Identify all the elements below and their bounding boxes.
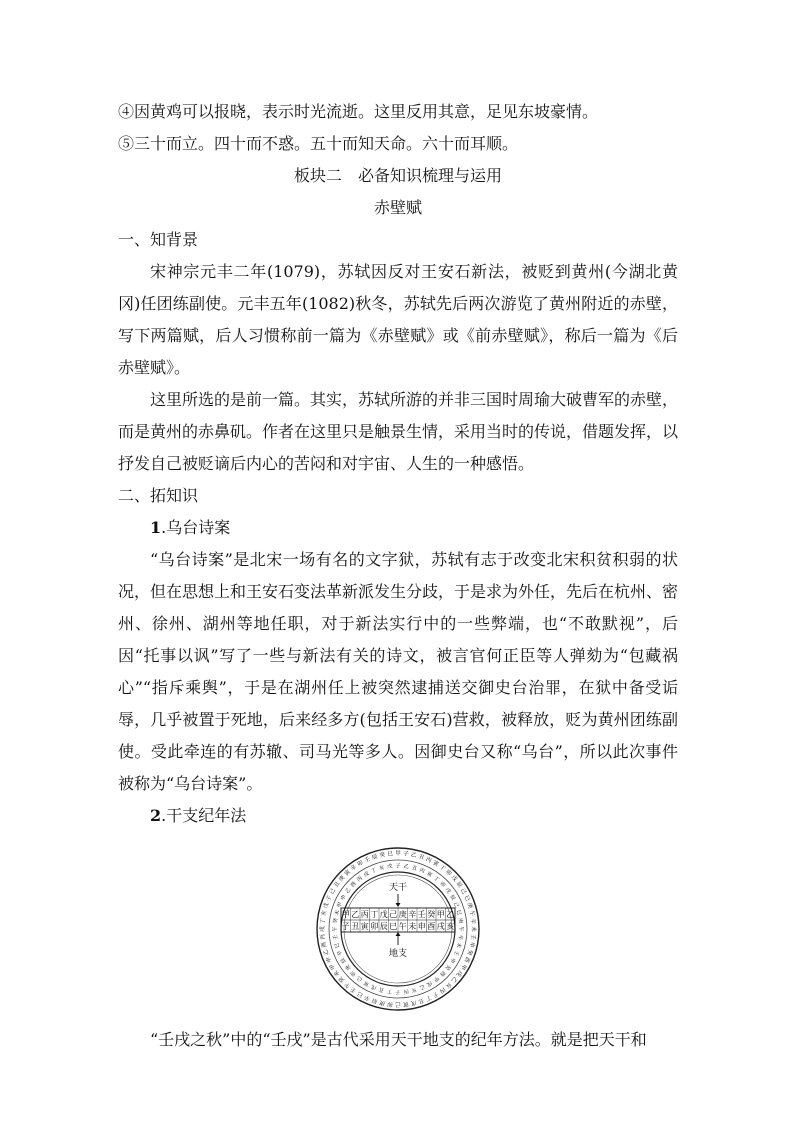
ring-glyph: 甲	[336, 901, 345, 909]
wutai-paragraph: “乌台诗案”是北宋一场有名的文字狱，苏轼有志于改变北宋积贫积弱的状况，但在思想上和王安石变法革新派发生分歧，于是求为外任，先后在杭州、密州、徐州、湖州等地任职，对于新法实行中的一些弊端，也“不敢默视”，后因“托事以讽”写了一些与新法有关的诗文，被言官何正臣等人弹劾为“包藏祸心”“指斥乘舆”，于是在湖州任上被突然逮捕送交御史台治罪，在狱中备受诟辱，几乎被置于死地，后来经多方(包括王安石)营救，被释放，贬为黄州团练副使。受此牵连的有苏辙、司马光等多人。因御史台又称“乌台”，所以此次事件被称为“乌台诗案”。	[118, 550, 679, 793]
ring-glyph: 未	[334, 909, 342, 917]
ring-glyph: 己	[458, 887, 467, 896]
ring-glyph: 未	[454, 941, 462, 949]
ring-glyph: 辛	[456, 934, 464, 941]
tiangan-cell: 庚	[398, 910, 407, 919]
ring-glyph: 申	[325, 955, 334, 964]
ring-glyph: 午	[457, 926, 464, 932]
ring-glyph: 寅	[402, 1000, 409, 1007]
tiangan-cell: 癸	[427, 910, 436, 919]
subheading-number: 2	[150, 806, 162, 825]
ring-glyph: 午	[343, 980, 352, 989]
dizhi-cell: 寅	[360, 922, 369, 931]
ring-glyph: 辰	[371, 853, 379, 862]
ring-glyph: 甲	[432, 974, 440, 983]
ganzhi-diagram	[118, 846, 678, 1012]
ring-glyph: 亥	[378, 865, 386, 873]
ring-glyph: 戊	[322, 902, 331, 910]
ring-glyph: 戊	[386, 863, 393, 871]
tiangan-cell: 丙	[360, 910, 369, 919]
ring-glyph: 己	[356, 974, 364, 983]
ring-glyph: 丑	[333, 880, 342, 889]
ring-glyph: 子	[402, 851, 409, 858]
ring-glyph: 子	[395, 863, 401, 870]
ring-glyph: 乙	[410, 852, 417, 860]
ring-glyph: 癸	[443, 963, 452, 971]
tiangan-cell: 辛	[408, 910, 417, 919]
ring-glyph: 癸	[338, 975, 347, 984]
ring-glyph: 丑	[410, 865, 418, 873]
ring-glyph: 戌	[362, 870, 371, 879]
ring-glyph: 丁	[320, 918, 327, 925]
ring-glyph: 壬	[332, 934, 340, 941]
note-4: ④因黄鸡可以报晓，表示时光流逝。这里反用其意，足见东坡豪情。	[118, 102, 599, 121]
ring-glyph: 癸	[379, 852, 386, 860]
ring-glyph: 丑	[378, 985, 386, 993]
ring-glyph: 亥	[444, 980, 453, 989]
ring-glyph: 子	[395, 988, 401, 995]
subheading-number: 1	[150, 518, 162, 537]
ring-glyph: 丁	[424, 993, 433, 1002]
final-paragraph: “壬戌之秋”中的“壬戌”是古代采用天干地支的纪年方法。就是把天干和	[150, 1030, 647, 1049]
ring-glyph: 酉	[321, 941, 329, 948]
ring-glyph: 丙	[403, 987, 410, 995]
dizhi-cell: 辰	[379, 922, 388, 931]
tiangan-cell: 乙	[446, 910, 455, 919]
ring-glyph: 申	[448, 956, 457, 965]
ring-glyph: 庚	[338, 874, 347, 883]
ring-glyph: 庚	[465, 902, 474, 910]
ring-glyph: 丙	[424, 856, 433, 865]
ring-glyph: 酉	[462, 955, 471, 964]
ring-glyph: 辰	[448, 893, 457, 902]
ring-glyph: 乙	[403, 863, 410, 871]
ring-glyph: 壬	[469, 933, 476, 940]
ring-glyph: 卯	[356, 860, 365, 869]
ring-glyph: 壬	[451, 949, 460, 957]
ring-glyph: 壬	[349, 985, 358, 994]
dizhi-cell: 子	[341, 922, 350, 931]
ring-glyph: 戊	[370, 982, 378, 991]
ring-glyph: 巳	[454, 909, 462, 917]
ring-glyph: 甲	[329, 962, 338, 971]
ring-glyph: 卯	[349, 969, 358, 978]
background-paragraph-1: 宋神宗元丰二年(1079)，苏轼因反对王安石新法，被贬到黄州(今湖北黄冈)任团练副使。元丰五年(1082)秋冬，苏轼先后两次游览了黄州附近的赤壁，写下两篇赋，后人习惯称前一篇为《赤壁赋》或《前赤壁赋》，称后一篇为《后赤壁赋》。	[118, 262, 678, 377]
tiangan-cell: 丁	[370, 910, 379, 919]
ring-glyph: 丁	[386, 987, 393, 995]
ring-glyph: 寅	[425, 870, 434, 879]
ring-glyph: 甲	[458, 962, 467, 971]
ring-glyph: 子	[325, 894, 334, 903]
ring-glyph: 酉	[349, 880, 358, 889]
section-title: 板块二 必备知识梳理与运用	[293, 166, 502, 185]
ring-glyph: 丁	[432, 875, 440, 884]
ring-glyph: 午	[467, 910, 475, 917]
tiangan-cell: 乙	[351, 910, 360, 919]
ring-glyph: 巳	[387, 851, 394, 858]
ring-glyph: 巳	[334, 941, 342, 949]
ring-glyph: 辛	[349, 864, 358, 873]
ring-glyph: 戌	[425, 979, 434, 988]
tiangan-cell: 甲	[436, 910, 445, 919]
subheading-wutai	[118, 512, 678, 544]
subheading-text: .乌台诗案	[161, 518, 231, 537]
ring-glyph: 丁	[438, 864, 447, 873]
ring-glyph: 寅	[431, 860, 440, 869]
ring-glyph: 戌	[454, 969, 463, 978]
dizhi-cell: 丑	[351, 922, 360, 931]
ring-glyph: 寅	[362, 979, 371, 988]
label-dizhi: 地支	[388, 949, 408, 959]
tiangan-cell: 戊	[379, 910, 388, 919]
subheading-ganzhi	[118, 800, 678, 832]
dizhi-cell: 亥	[446, 922, 455, 931]
ring-glyph: 辰	[371, 996, 379, 1005]
dizhi-cell: 卯	[370, 922, 379, 931]
ring-glyph: 子	[431, 989, 440, 998]
ring-glyph: 乙	[322, 948, 331, 956]
ring-glyph: 亥	[321, 910, 329, 917]
ring-glyph: 乙	[449, 975, 458, 984]
dizhi-cell: 巳	[389, 922, 398, 931]
arrow-up-icon	[396, 932, 401, 936]
ring-glyph: 寅	[343, 869, 352, 878]
article-title: 赤壁赋	[373, 198, 422, 217]
heading-background: 一、知背景	[118, 230, 199, 249]
ring-glyph: 戊	[443, 887, 452, 895]
ring-glyph: 丑	[417, 996, 425, 1005]
ring-glyph: 戊	[410, 998, 417, 1006]
dizhi-cell: 午	[398, 922, 407, 931]
ring-glyph: 己	[329, 887, 338, 896]
subheading-text: .干支纪年法	[161, 806, 247, 825]
ring-glyph: 卯	[387, 1000, 394, 1007]
ring-glyph: 己	[395, 1001, 401, 1007]
ring-glyph: 辛	[336, 949, 345, 957]
ring-glyph: 丙	[320, 933, 327, 940]
ring-glyph: 丑	[417, 853, 425, 862]
ring-glyph: 癸	[465, 948, 474, 956]
ring-glyph: 庚	[456, 917, 464, 924]
ring-glyph: 未	[470, 926, 476, 932]
tiangan-cell: 壬	[417, 910, 426, 919]
dizhi-cell: 酉	[427, 922, 436, 931]
ring-glyph: 辰	[454, 880, 463, 889]
ring-glyph: 甲	[395, 851, 401, 857]
ring-glyph: 戊	[449, 874, 458, 883]
ring-glyph: 未	[333, 969, 342, 978]
ring-glyph: 壬	[363, 856, 372, 865]
dizhi-cell: 未	[408, 922, 417, 931]
ring-glyph: 乙	[344, 887, 353, 895]
ring-glyph: 庚	[344, 963, 353, 971]
ring-glyph: 巳	[356, 989, 365, 998]
arrow-down-icon	[396, 903, 401, 907]
ring-glyph: 辛	[469, 918, 476, 925]
ring-glyph: 丙	[418, 867, 426, 876]
tiangan-cell: 甲	[341, 910, 350, 919]
ring-glyph: 巳	[462, 894, 471, 903]
dizhi-cell: 戌	[436, 922, 445, 931]
label-tiangan: 天干	[388, 883, 408, 893]
ring-glyph: 己	[451, 901, 460, 909]
tiangan-cell: 己	[389, 910, 398, 919]
ring-glyph: 丙	[356, 875, 364, 884]
ring-glyph: 酉	[438, 969, 447, 978]
ring-glyph: 午	[332, 926, 339, 932]
ring-glyph: 癸	[332, 917, 340, 924]
ring-glyph: 辰	[339, 956, 348, 965]
ring-glyph: 申	[467, 941, 475, 948]
background-paragraph-2: 这里所选的是前一篇。其实，苏轼所游的并非三国时周瑜大破曹军的赤壁，而是黄州的赤鼻矶。作者在这里只是触景生情，采用当时的传说，借题发挥，以抒发自己被贬谪后内心的苦闷和对宇宙、人生的一种感悟。	[118, 390, 679, 473]
ring-glyph: 丁	[370, 867, 378, 876]
ring-glyph: 乙	[418, 982, 426, 991]
ring-glyph: 丙	[438, 985, 447, 994]
ring-glyph: 戌	[320, 926, 326, 932]
dizhi-cell: 申	[417, 922, 426, 931]
heading-expand: 二、拓知识	[118, 486, 199, 505]
ring-glyph: 申	[339, 893, 348, 902]
document-page	[118, 96, 678, 1056]
note-5: ⑤三十而立。四十而不惑。五十而知天命。六十而耳顺。	[118, 134, 519, 153]
ganzhi-wheel-image	[315, 846, 481, 1012]
ring-glyph: 辛	[363, 993, 372, 1002]
ring-glyph: 庚	[379, 998, 386, 1006]
ring-glyph: 卯	[438, 880, 447, 889]
ring-glyph: 卯	[444, 869, 453, 878]
ring-glyph: 亥	[410, 985, 418, 993]
